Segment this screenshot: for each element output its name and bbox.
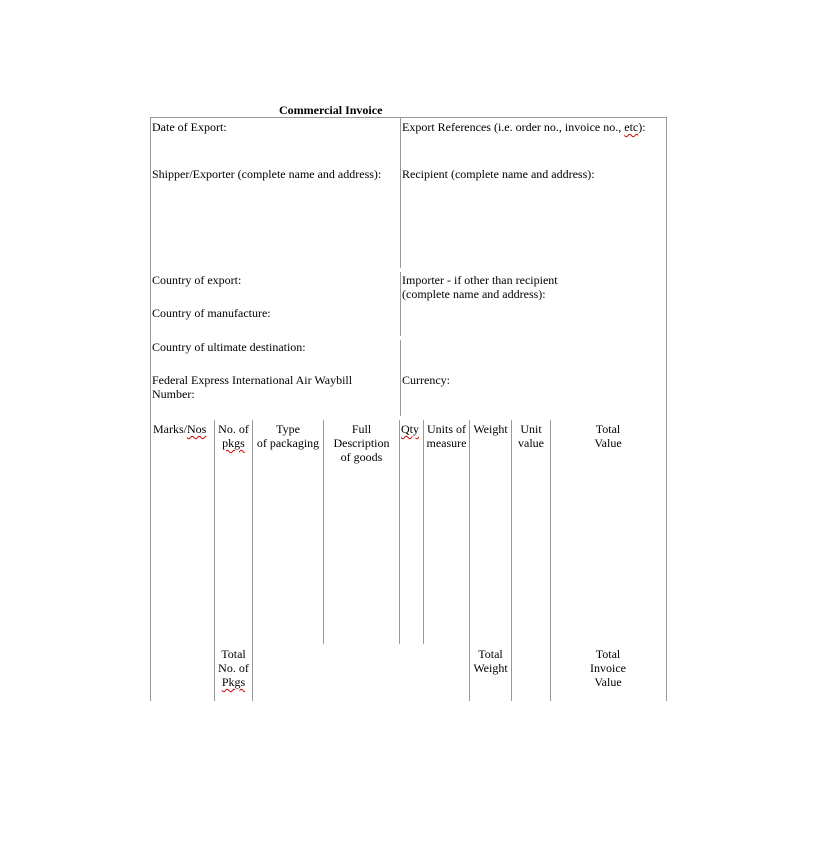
waybill-number-label: Federal Express International Air Waybill Number: bbox=[152, 373, 353, 401]
header-divider bbox=[400, 118, 401, 268]
col-unit-value: Unit value bbox=[518, 422, 544, 450]
col-full-description: Full Description of goods bbox=[333, 422, 390, 464]
country-of-manufacture-label: Country of manufacture: bbox=[152, 306, 271, 320]
column-divider bbox=[423, 420, 424, 644]
date-of-export-label: Date of Export: bbox=[152, 120, 227, 134]
col-total-value: Total Value bbox=[594, 422, 622, 450]
col-weight: Weight bbox=[473, 422, 508, 436]
total-invoice-value: Total Invoice Value bbox=[590, 647, 626, 689]
col-number-of-pkgs: No. of pkgs bbox=[218, 422, 249, 450]
header-divider bbox=[400, 340, 401, 416]
export-references-label: Export References (i.e. order no., invoice no., etc): bbox=[402, 120, 646, 134]
recipient-label: Recipient (complete name and address): bbox=[402, 167, 595, 181]
shipper-exporter-label: Shipper/Exporter (complete name and address): bbox=[152, 167, 382, 181]
total-no-of-pkgs: Total No. of Pkgs bbox=[218, 647, 249, 689]
page-title: Commercial Invoice bbox=[279, 103, 383, 117]
form-left-border bbox=[150, 117, 151, 701]
form-right-border bbox=[666, 117, 667, 701]
header-divider bbox=[400, 272, 401, 336]
form-top-border bbox=[150, 117, 666, 118]
col-units-of-measure: Units of measure bbox=[426, 422, 467, 450]
col-qty: Qty bbox=[401, 422, 419, 436]
country-of-export-label: Country of export: bbox=[152, 273, 242, 287]
country-of-destination-label: Country of ultimate destination: bbox=[152, 340, 306, 354]
col-marks-nos: Marks/Nos bbox=[153, 422, 207, 436]
total-weight: Total Weight bbox=[473, 647, 508, 675]
importer-label: Importer - if other than recipient (complete name and address): bbox=[402, 273, 558, 301]
col-type-of-packaging: Type of packaging bbox=[256, 422, 320, 450]
currency-label: Currency: bbox=[402, 373, 450, 387]
